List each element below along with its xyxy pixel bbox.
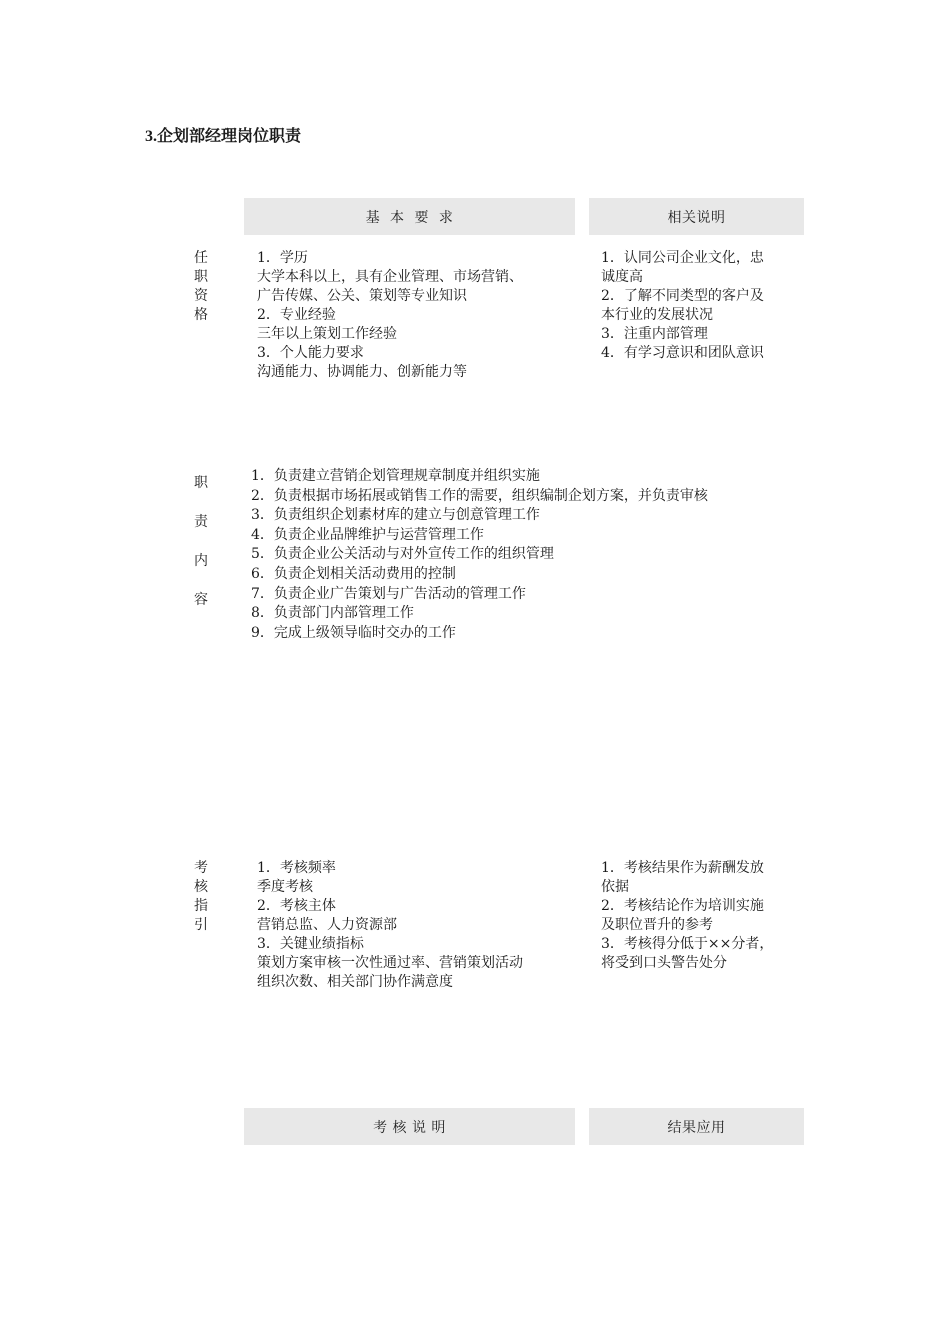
section-label-duties [191,474,211,630]
header-related-notes: 相关说明 [589,198,804,235]
list-item: 2．专业经验 [257,307,336,323]
header-assessment-notes: 考 核 说 明 [244,1108,575,1145]
list-item: 沟通能力、协调能力、创新能力等 [257,364,467,380]
label-char: 格 [194,307,208,323]
section-label-qualification [191,249,211,325]
list-item: 依据 [601,879,629,895]
list-item: 1．认同公司企业文化，忠 [601,250,764,266]
list-item: 诚度高 [601,269,643,285]
list-item: 3．关键业绩指标 [257,936,364,952]
label-char: 核 [194,879,208,895]
page-title: 3.企划部经理岗位职责 [145,128,302,145]
duties-list [251,467,708,643]
label-char: 容 [194,592,208,608]
list-item: 三年以上策划工作经验 [257,326,397,342]
qualification-requirements [257,249,523,382]
label-char: 引 [194,917,208,933]
list-item: 5．负责企业公关活动与对外宣传工作的组织管理 [251,546,554,563]
section-label-assessment [191,859,211,935]
list-item: 1．学历 [257,250,308,266]
list-item: 3．负责组织企划素材库的建立与创意管理工作 [251,507,540,524]
list-item: 2．考核主体 [257,898,336,914]
list-item: 1．负责建立营销企划管理规章制度并组织实施 [251,468,540,484]
list-item: 广告传媒、公关、策划等专业知识 [257,288,467,304]
header-result-application: 结果应用 [589,1108,804,1145]
list-item: 及职位晋升的参考 [601,917,713,933]
assessment-notes [257,859,523,992]
list-item: 2．负责根据市场拓展或销售工作的需要，组织编制企划方案，并负责审核 [251,487,708,504]
list-item: 2．考核结论作为培训实施 [601,898,764,914]
list-item: 3．个人能力要求 [257,345,364,361]
list-item: 组织次数、相关部门协作满意度 [257,974,453,990]
list-item: 营销总监、人力资源部 [257,917,397,933]
label-char: 内 [194,553,208,569]
header-basic-requirements: 基 本 要 求 [244,198,575,235]
list-item: 将受到口头警告处分 [601,955,727,971]
list-item: 4．负责企业品牌维护与运营管理工作 [251,526,484,543]
list-item: 季度考核 [257,879,313,895]
qualification-notes [601,249,764,363]
list-item: 3．考核得分低于××分者， [601,936,774,952]
list-item: 4．有学习意识和团队意识 [601,345,764,361]
label-char: 职 [194,475,208,491]
list-item: 1．考核频率 [257,860,336,876]
label-char: 考 [194,860,208,876]
label-char: 任 [194,250,208,266]
list-item: 3．注重内部管理 [601,326,708,342]
list-item: 6．负责企划相关活动费用的控制 [251,565,456,582]
label-char: 资 [194,288,208,304]
list-item: 2．了解不同类型的客户及 [601,288,764,304]
list-item: 策划方案审核一次性通过率、营销策划活动 [257,955,523,971]
label-char: 职 [194,269,208,285]
list-item: 8．负责部门内部管理工作 [251,605,414,622]
list-item: 本行业的发展状况 [601,307,713,323]
list-item: 大学本科以上，具有企业管理、市场营销、 [257,269,523,285]
label-char: 指 [194,898,208,914]
assessment-results [601,859,773,973]
list-item: 1．考核结果作为薪酬发放 [601,860,764,876]
list-item: 9．完成上级领导临时交办的工作 [251,624,456,641]
list-item: 7．负责企业广告策划与广告活动的管理工作 [251,585,526,602]
label-char: 责 [194,514,208,530]
